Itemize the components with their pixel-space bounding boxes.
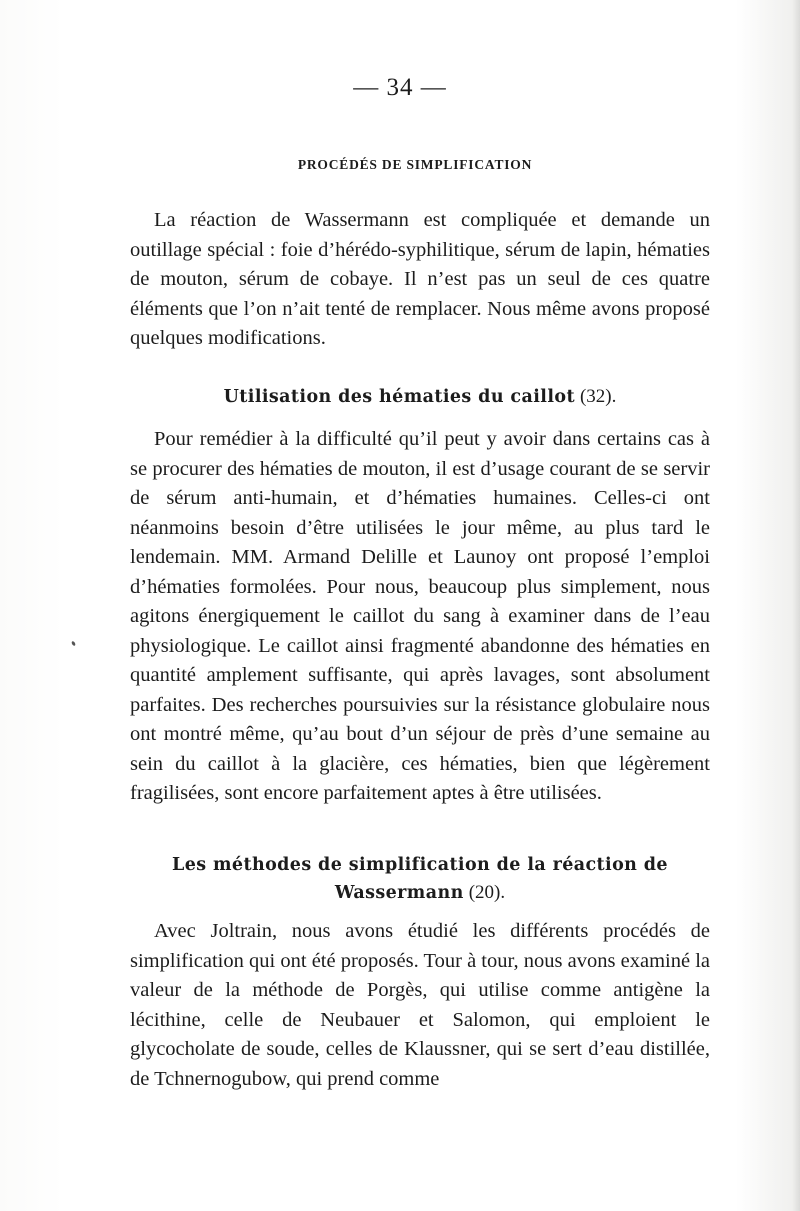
section-heading-methodes-title-line2: Wassermann bbox=[334, 883, 464, 903]
paragraph-methodes bbox=[130, 917, 710, 1094]
page-spine-shadow bbox=[792, 0, 800, 1211]
paragraph-caillot-text: Pour remédier à la difficulté qu’il peut y avoir dans certains cas à se procurer des hématies de mouton, il est d’usage courant de se servir de sérum anti-humain, et d’hématies humaines. Celles-ci ont néanmoins besoin d’être utilisées le jour même, au plus tard le lendemain. MM. Armand Delille et Launoy ont proposé l’emploi d’hématies formolées. Pour nous, beaucoup plus simplement, nous agitons énergiquement le caillot du sang à examiner dans de l’eau physiologique. Le caillot ainsi fragmenté abandonne des hématies en quantité amplement suffisante, qui après lavages, sont absolument parfaites. Des recherches poursuivies sur la résistance globulaire nous ont montré même, qu’au bout d’un séjour de près d’une semaine au sein du caillot à la glacière, ces hématies, bien que légèrement fragilisées, sont encore parfaitement aptes à être utilisées. bbox=[130, 428, 710, 804]
section-heading-caillot-ref: (32). bbox=[579, 386, 617, 407]
section-heading-methodes bbox=[130, 851, 710, 907]
running-head: PROCÉDÉS DE SIMPLIFICATION bbox=[297, 157, 533, 172]
paragraph-intro-text: La réaction de Wassermann est compliquée et demande un outillage spécial : foie d’hérédo-syphilitique, sérum de lapin, hématies de mouton, sérum de cobaye. Il n’est pas un seul de ces quatre éléments que l’on n’ait tenté de remplacer. Nous même avons proposé quelques modifications. bbox=[130, 209, 710, 349]
paragraph-intro bbox=[130, 206, 710, 354]
section-heading-methodes-ref: (20). bbox=[468, 882, 506, 903]
paragraph-methodes-text: Avec Joltrain, nous avons étudié les différents procédés de simplification qui ont été proposés. Tour à tour, nous avons examiné la valeur de la méthode de Porgès, qui utilise comme antigène la lécithine, celle de Neubauer et Salomon, qui emploient le glycocholate de soude, celles de Klaussner, qui se sert d’eau distillée, de Tchnernogubow, qui prend comme bbox=[130, 920, 710, 1090]
section-heading-caillot-title: Utilisation des hématies du caillot bbox=[223, 387, 575, 407]
section-heading-methodes-line1 bbox=[130, 851, 710, 879]
page-number: — 34 — bbox=[353, 74, 447, 101]
section-heading-caillot bbox=[130, 383, 710, 411]
section-heading-methodes-line2 bbox=[130, 879, 710, 907]
ink-speck bbox=[71, 641, 76, 647]
section-heading-methodes-title-line1: Les méthodes de simplification de la réaction de bbox=[172, 855, 668, 875]
paragraph-caillot bbox=[130, 425, 710, 809]
